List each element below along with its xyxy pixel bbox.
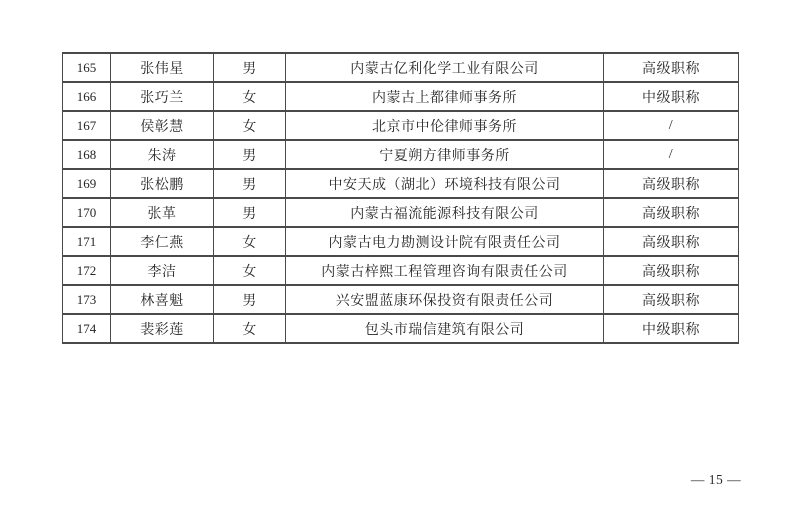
table-row xyxy=(63,53,739,82)
cell-row-number: 172 xyxy=(63,256,111,285)
cell-gender: 女 xyxy=(214,227,286,256)
table-row xyxy=(63,140,739,169)
cell-professional-title: 高级职称 xyxy=(604,169,739,198)
cell-row-number: 166 xyxy=(63,82,111,111)
cell-person-name: 张伟星 xyxy=(111,53,214,82)
cell-company: 内蒙古上都律师事务所 xyxy=(286,82,604,111)
cell-person-name: 李仁燕 xyxy=(111,227,214,256)
cell-professional-title: 高级职称 xyxy=(604,227,739,256)
cell-professional-title: 中级职称 xyxy=(604,82,739,111)
cell-professional-title: / xyxy=(604,111,739,140)
table-row xyxy=(63,227,739,256)
personnel-table-body xyxy=(63,53,739,343)
cell-person-name: 侯彰慧 xyxy=(111,111,214,140)
table-row xyxy=(63,314,739,343)
cell-professional-title: 中级职称 xyxy=(604,314,739,343)
cell-company: 内蒙古电力勘测设计院有限责任公司 xyxy=(286,227,604,256)
cell-gender: 男 xyxy=(214,140,286,169)
cell-gender: 男 xyxy=(214,169,286,198)
cell-row-number: 169 xyxy=(63,169,111,198)
table-row xyxy=(63,111,739,140)
cell-company: 北京市中伦律师事务所 xyxy=(286,111,604,140)
table-row xyxy=(63,198,739,227)
cell-company: 内蒙古梓熙工程管理咨询有限责任公司 xyxy=(286,256,604,285)
cell-company: 宁夏朔方律师事务所 xyxy=(286,140,604,169)
cell-gender: 女 xyxy=(214,111,286,140)
cell-person-name: 李洁 xyxy=(111,256,214,285)
cell-row-number: 170 xyxy=(63,198,111,227)
cell-company: 包头市瑞信建筑有限公司 xyxy=(286,314,604,343)
cell-gender: 女 xyxy=(214,314,286,343)
cell-person-name: 林喜魁 xyxy=(111,285,214,314)
cell-person-name: 张革 xyxy=(111,198,214,227)
personnel-table xyxy=(62,52,739,344)
cell-gender: 女 xyxy=(214,82,286,111)
cell-professional-title: 高级职称 xyxy=(604,53,739,82)
cell-gender: 男 xyxy=(214,198,286,227)
cell-row-number: 171 xyxy=(63,227,111,256)
cell-company: 内蒙古亿利化学工业有限公司 xyxy=(286,53,604,82)
cell-row-number: 168 xyxy=(63,140,111,169)
cell-person-name: 朱涛 xyxy=(111,140,214,169)
table-row xyxy=(63,285,739,314)
cell-gender: 男 xyxy=(214,285,286,314)
cell-professional-title: 高级职称 xyxy=(604,256,739,285)
cell-professional-title: / xyxy=(604,140,739,169)
cell-gender: 男 xyxy=(214,53,286,82)
cell-company: 中安天成（湖北）环境科技有限公司 xyxy=(286,169,604,198)
cell-person-name: 张松鹏 xyxy=(111,169,214,198)
cell-gender: 女 xyxy=(214,256,286,285)
cell-row-number: 174 xyxy=(63,314,111,343)
cell-row-number: 167 xyxy=(63,111,111,140)
cell-company: 内蒙古福流能源科技有限公司 xyxy=(286,198,604,227)
cell-row-number: 165 xyxy=(63,53,111,82)
cell-person-name: 裴彩莲 xyxy=(111,314,214,343)
cell-person-name: 张巧兰 xyxy=(111,82,214,111)
cell-professional-title: 高级职称 xyxy=(604,198,739,227)
page-number: — 15 — xyxy=(690,472,742,487)
cell-company: 兴安盟蓝康环保投资有限责任公司 xyxy=(286,285,604,314)
cell-row-number: 173 xyxy=(63,285,111,314)
cell-professional-title: 高级职称 xyxy=(604,285,739,314)
table-row xyxy=(63,169,739,198)
table-row xyxy=(63,256,739,285)
table-row xyxy=(63,82,739,111)
